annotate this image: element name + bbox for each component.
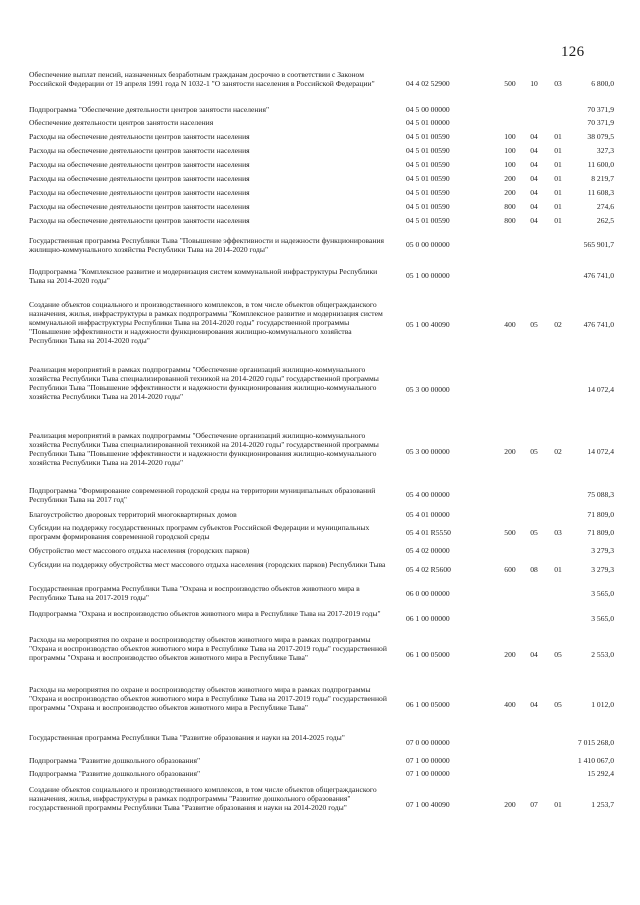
row-target-code: 04 5 01 00590	[406, 132, 450, 141]
row-target-code: 07 1 00 40090	[406, 800, 450, 809]
row-amount: 3 565,0	[591, 589, 614, 598]
row-description: Создание объектов социального и производственного комплексов, в том числе объектов общегражданского назначения, жилья, инфраструктуры в рамках подпрограммы "Развитие дошкольного образования" государственной программы Республики Тыва "Развитие образования и науки на 2014-2020 годы"	[29, 785, 377, 812]
row-description: Расходы на обеспечение деятельности центров занятости населения	[29, 160, 250, 169]
row-target-code: 05 1 00 40090	[406, 320, 450, 329]
row-section: 10	[530, 79, 538, 88]
row-amount: 70 371,9	[587, 105, 614, 114]
row-amount: 14 072,4	[587, 385, 614, 394]
row-amount: 15 292,4	[587, 769, 614, 778]
row-subsection: 01	[554, 146, 562, 155]
row-target-code: 05 3 00 00000	[406, 385, 450, 394]
row-expense-type: 400	[504, 320, 516, 329]
row-subsection: 01	[554, 174, 562, 183]
row-target-code: 04 5 01 00590	[406, 160, 450, 169]
row-subsection: 01	[554, 800, 562, 809]
row-description: Обеспечение деятельности центров занятости населения	[29, 118, 214, 127]
row-description: Субсидии на поддержку государственных программ субъектов Российской Федерации и муниципальных программ формирования современной городской среды	[29, 523, 370, 541]
row-amount: 11 600,0	[587, 160, 614, 169]
row-subsection: 01	[554, 132, 562, 141]
row-description: Подпрограмма "Формирование современной городской среды на территории муниципальных образований Республики Тыва на 2017 год"	[29, 486, 376, 504]
row-subsection: 01	[554, 202, 562, 211]
row-expense-type: 100	[504, 132, 516, 141]
row-subsection: 02	[554, 320, 562, 329]
row-expense-type: 500	[504, 528, 516, 537]
row-description: Расходы на обеспечение деятельности центров занятости населения	[29, 146, 250, 155]
row-amount: 1 253,7	[591, 800, 614, 809]
row-amount: 8 219,7	[591, 174, 614, 183]
row-target-code: 04 5 01 00590	[406, 188, 450, 197]
row-section: 04	[530, 700, 538, 709]
row-subsection: 01	[554, 160, 562, 169]
row-target-code: 06 1 00 00000	[406, 614, 450, 623]
row-description: Расходы на обеспечение деятельности центров занятости населения	[29, 174, 250, 183]
row-target-code: 05 4 02 R5600	[406, 565, 451, 574]
row-subsection: 05	[554, 650, 562, 659]
row-amount: 3 565,0	[591, 614, 614, 623]
row-section: 04	[530, 174, 538, 183]
row-target-code: 05 1 00 00000	[406, 271, 450, 280]
row-amount: 274,6	[596, 202, 614, 211]
row-description: Создание объектов социального и производственного комплексов, в том числе объектов общегражданского назначения, жилья, инфраструктуры в рамках подпрограммы "Комплексное развитие и модернизация систем коммунальной инфраструктуры Республики Тыва на 2014-2020 годы" государственной программы "Повышение эффективности и надежности функционирования жилищно-коммунального хозяйства Республики Тыва на 2014-2020 годы"	[29, 300, 383, 345]
row-section: 04	[530, 146, 538, 155]
row-target-code: 06 1 00 05000	[406, 700, 450, 709]
row-target-code: 04 5 01 00000	[406, 118, 450, 127]
row-description: Подпрограмма "Развитие дошкольного образования"	[29, 769, 201, 778]
row-target-code: 04 4 02 52900	[406, 79, 450, 88]
row-description: Государственная программа Республики Тыва "Охрана и воспроизводство объектов животного мира в Республике Тыва на 2017-2019 годы"	[29, 584, 360, 602]
row-description: Подпрограмма "Развитие дошкольного образования"	[29, 756, 201, 765]
row-target-code: 07 0 00 00000	[406, 738, 450, 747]
row-expense-type: 800	[504, 216, 516, 225]
row-target-code: 05 0 00 00000	[406, 240, 450, 249]
row-subsection: 03	[554, 528, 562, 537]
row-expense-type: 200	[504, 800, 516, 809]
row-expense-type: 200	[504, 650, 516, 659]
row-amount: 14 072,4	[587, 447, 614, 456]
row-expense-type: 400	[504, 700, 516, 709]
row-amount: 3 279,3	[591, 565, 614, 574]
row-section: 04	[530, 650, 538, 659]
row-amount: 1 410 067,0	[577, 756, 614, 765]
row-amount: 2 553,0	[591, 650, 614, 659]
row-target-code: 04 5 01 00590	[406, 202, 450, 211]
row-amount: 476 741,0	[583, 320, 614, 329]
row-amount: 38 079,5	[587, 132, 614, 141]
row-description: Расходы на обеспечение деятельности центров занятости населения	[29, 132, 250, 141]
row-description: Обустройство мест массового отдыха населения (городских парков)	[29, 546, 250, 555]
row-description: Обеспечение выплат пенсий, назначенных безработным гражданам досрочно в соответствии с Законом Российской Федерации от 19 апреля 1991 года N 1032-1 "О занятости населения в Российской Федерации"	[29, 70, 375, 88]
row-amount: 565 901,7	[583, 240, 614, 249]
row-section: 07	[530, 800, 538, 809]
row-expense-type: 800	[504, 202, 516, 211]
row-section: 04	[530, 132, 538, 141]
row-description: Расходы на обеспечение деятельности центров занятости населения	[29, 202, 250, 211]
row-target-code: 07 1 00 00000	[406, 756, 450, 765]
row-subsection: 03	[554, 79, 562, 88]
row-amount: 71 809,0	[587, 510, 614, 519]
row-expense-type: 200	[504, 447, 516, 456]
row-section: 05	[530, 528, 538, 537]
row-description: Субсидии на поддержку обустройства мест массового отдыха населения (городских парков) Республики Тыва	[29, 560, 386, 569]
row-section: 04	[530, 188, 538, 197]
row-expense-type: 100	[504, 146, 516, 155]
row-description: Государственная программа Республики Тыва "Развитие образования и науки на 2014-2025 годы"	[29, 733, 345, 742]
row-description: Подпрограмма "Обеспечение деятельности центров занятости населения"	[29, 105, 270, 114]
row-amount: 262,5	[596, 216, 614, 225]
row-section: 05	[530, 320, 538, 329]
row-target-code: 05 4 02 00000	[406, 546, 450, 555]
row-description: Государственная программа Республики Тыва "Повышение эффективности и надежности функционирования жилищно-коммунального хозяйства Республики Тыва на 2014-2020 годы"	[29, 236, 384, 254]
row-target-code: 06 1 00 05000	[406, 650, 450, 659]
row-target-code: 04 5 01 00590	[406, 216, 450, 225]
row-target-code: 05 4 01 00000	[406, 510, 450, 519]
row-section: 04	[530, 202, 538, 211]
row-target-code: 06 0 00 00000	[406, 589, 450, 598]
row-subsection: 01	[554, 565, 562, 574]
row-description: Реализация мероприятий в рамках подпрограммы "Обеспечение организаций жилищно-коммунального хозяйства Республики Тыва специализированной техникой на 2014-2020 годы" государственной программы Республики Тыва "Повышение эффективности и надежности функционирования жилищно-коммунального хозяйства Республики Тыва на 2014-2020 годы"	[29, 431, 379, 467]
row-section: 04	[530, 160, 538, 169]
row-subsection: 02	[554, 447, 562, 456]
row-target-code: 05 3 00 00000	[406, 447, 450, 456]
row-description: Подпрограмма "Комплексное развитие и модернизация систем коммунальной инфраструктуры Республики Тыва на 2014-2020 годы"	[29, 267, 378, 285]
row-target-code: 05 4 01 R5550	[406, 528, 451, 537]
row-target-code: 04 5 01 00590	[406, 174, 450, 183]
row-expense-type: 200	[504, 188, 516, 197]
row-section: 08	[530, 565, 538, 574]
row-description: Расходы на обеспечение деятельности центров занятости населения	[29, 216, 250, 225]
row-amount: 7 015 268,0	[577, 738, 614, 747]
row-description: Расходы на мероприятия по охране и воспроизводству объектов животного мира в рамках подпрограммы "Охрана и воспроизводство объектов животного мира в Республике Тыва на 2017-2019 годы" государственной программы "Охрана и воспроизводство объектов животного мира в Республике Тыва"	[29, 635, 387, 662]
row-amount: 327,3	[596, 146, 614, 155]
row-amount: 71 809,0	[587, 528, 614, 537]
row-amount: 6 800,0	[591, 79, 614, 88]
row-section: 05	[530, 447, 538, 456]
row-expense-type: 600	[504, 565, 516, 574]
page-number: 126	[561, 44, 585, 60]
row-section: 04	[530, 216, 538, 225]
row-description: Расходы на мероприятия по охране и воспроизводству объектов животного мира в рамках подпрограммы "Охрана и воспроизводство объектов животного мира в Республике Тыва на 2017-2019 годы" государственной программы "Охрана и воспроизводство объектов животного мира в Республике Тыва"	[29, 685, 387, 712]
row-target-code: 07 1 00 00000	[406, 769, 450, 778]
row-amount: 11 608,3	[587, 188, 614, 197]
row-description: Подпрограмма "Охрана и воспроизводство объектов животного мира в Республике Тыва на 2017-2019 годы"	[29, 609, 381, 618]
row-description: Расходы на обеспечение деятельности центров занятости населения	[29, 188, 250, 197]
row-amount: 476 741,0	[583, 271, 614, 280]
row-subsection: 01	[554, 188, 562, 197]
row-amount: 1 012,0	[591, 700, 614, 709]
row-description: Реализация мероприятий в рамках подпрограммы "Обеспечение организаций жилищно-коммунального хозяйства Республики Тыва специализированной техникой на 2014-2020 годы" государственной программы Республики Тыва "Повышение эффективности и надежности функционирования жилищно-коммунального хозяйства Республики Тыва на 2014-2020 годы"	[29, 365, 379, 401]
row-expense-type: 200	[504, 174, 516, 183]
row-expense-type: 500	[504, 79, 516, 88]
row-target-code: 04 5 00 00000	[406, 105, 450, 114]
row-target-code: 05 4 00 00000	[406, 490, 450, 499]
row-amount: 75 088,3	[587, 490, 614, 499]
row-subsection: 05	[554, 700, 562, 709]
row-expense-type: 100	[504, 160, 516, 169]
row-target-code: 04 5 01 00590	[406, 146, 450, 155]
row-amount: 70 371,9	[587, 118, 614, 127]
row-description: Благоустройство дворовых территорий многоквартирных домов	[29, 510, 237, 519]
row-amount: 3 279,3	[591, 546, 614, 555]
row-subsection: 01	[554, 216, 562, 225]
